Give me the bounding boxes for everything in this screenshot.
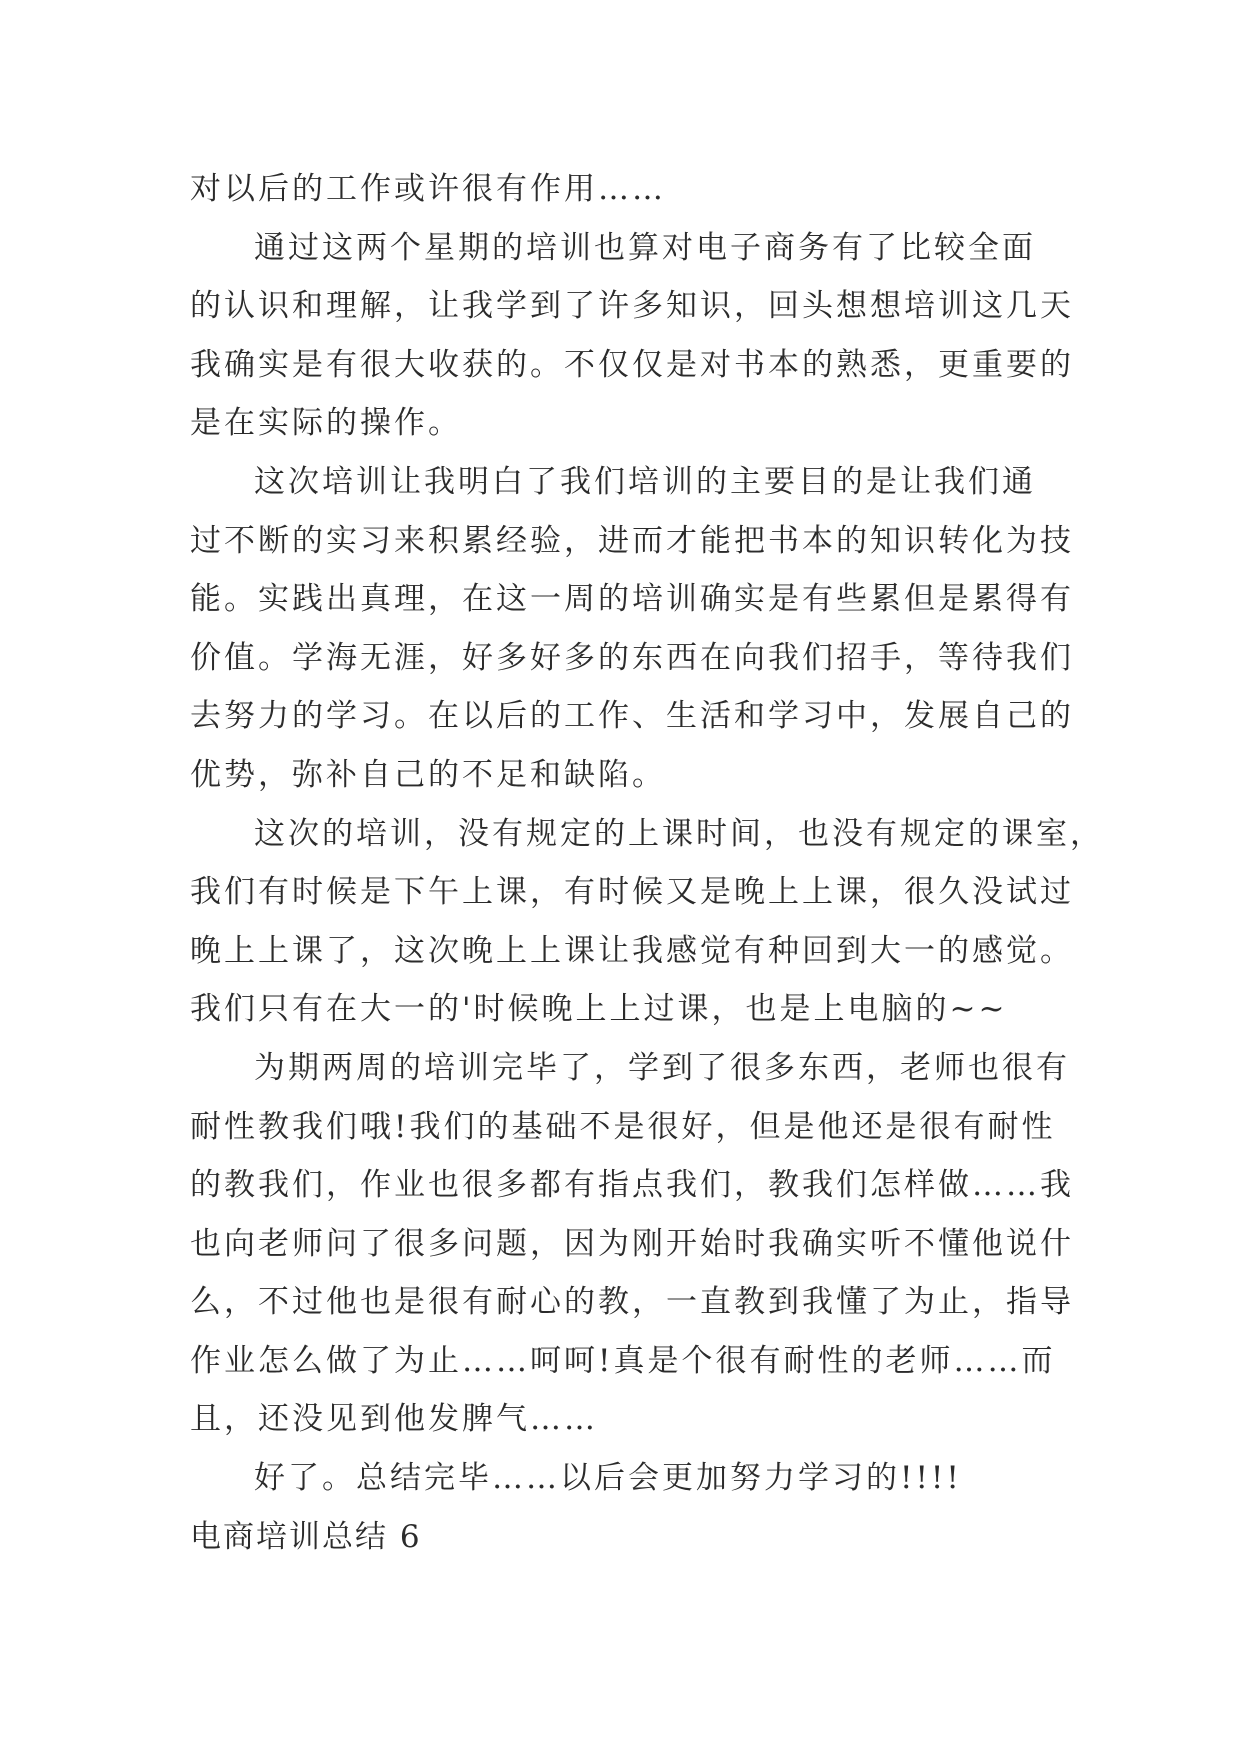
- text-line: 我们有时候是下午上课，有时候又是晚上上课，很久没试过: [190, 874, 1074, 911]
- text-line: 过不断的实习来积累经验，进而才能把书本的知识转化为技: [190, 522, 1074, 559]
- text-line: 对以后的工作或许很有作用……: [190, 171, 666, 207]
- text-line: 去努力的学习。在以后的工作、生活和学习中，发展自己的: [190, 698, 1074, 735]
- text-line: 也向老师问了很多问题，因为刚开始时我确实听不懂他说什: [190, 1225, 1074, 1262]
- text-line: 的认识和理解，让我学到了许多知识，回头想想培训这几天: [190, 288, 1074, 325]
- document-body: [190, 160, 1104, 1566]
- text-line: 的教我们，作业也很多都有指点我们，教我们怎样做……我: [190, 1167, 1074, 1204]
- text-line: 么，不过他也是很有耐心的教，一直教到我懂了为止，指导: [190, 1284, 1074, 1321]
- text-line: 且，还没见到他发脾气……: [190, 1401, 598, 1438]
- text-line: 我确实是有很大收获的。不仅仅是对书本的熟悉，更重要的: [190, 346, 1074, 383]
- paragraph-first-line: 这次培训让我明白了我们培训的主要目的是让我们通: [254, 463, 1036, 500]
- text-line: 是在实际的操作。: [190, 405, 462, 442]
- text-line: 价值。学海无涯，好多好多的东西在向我们招手，等待我们: [190, 639, 1074, 676]
- paragraph-first-line: 为期两周的培训完毕了，学到了很多东西，老师也很有: [254, 1049, 1070, 1086]
- text-line: 优势，弥补自己的不足和缺陷。: [190, 756, 666, 793]
- section-heading: 电商培训总结 6: [190, 1518, 422, 1555]
- text-line: 作业怎么做了为止……呵呵!真是个很有耐性的老师……而: [190, 1342, 1056, 1379]
- text-line: 我们只有在大一的'时候晚上上过课，也是上电脑的~~: [190, 991, 1008, 1028]
- text-line: 晚上上课了，这次晚上上课让我感觉有种回到大一的感觉。: [190, 932, 1074, 969]
- paragraph-first-line: 好了。总结完毕……以后会更加努力学习的!!!!: [254, 1460, 962, 1497]
- paragraph-first-line: 通过这两个星期的培训也算对电子商务有了比较全面: [254, 229, 1036, 266]
- text-line: 耐性教我们哦!我们的基础不是很好，但是他还是很有耐性: [190, 1108, 1056, 1145]
- paragraph-first-line: 这次的培训，没有规定的上课时间，也没有规定的课室，: [254, 815, 1104, 852]
- text-line: 能。实践出真理，在这一周的培训确实是有些累但是累得有: [190, 581, 1074, 618]
